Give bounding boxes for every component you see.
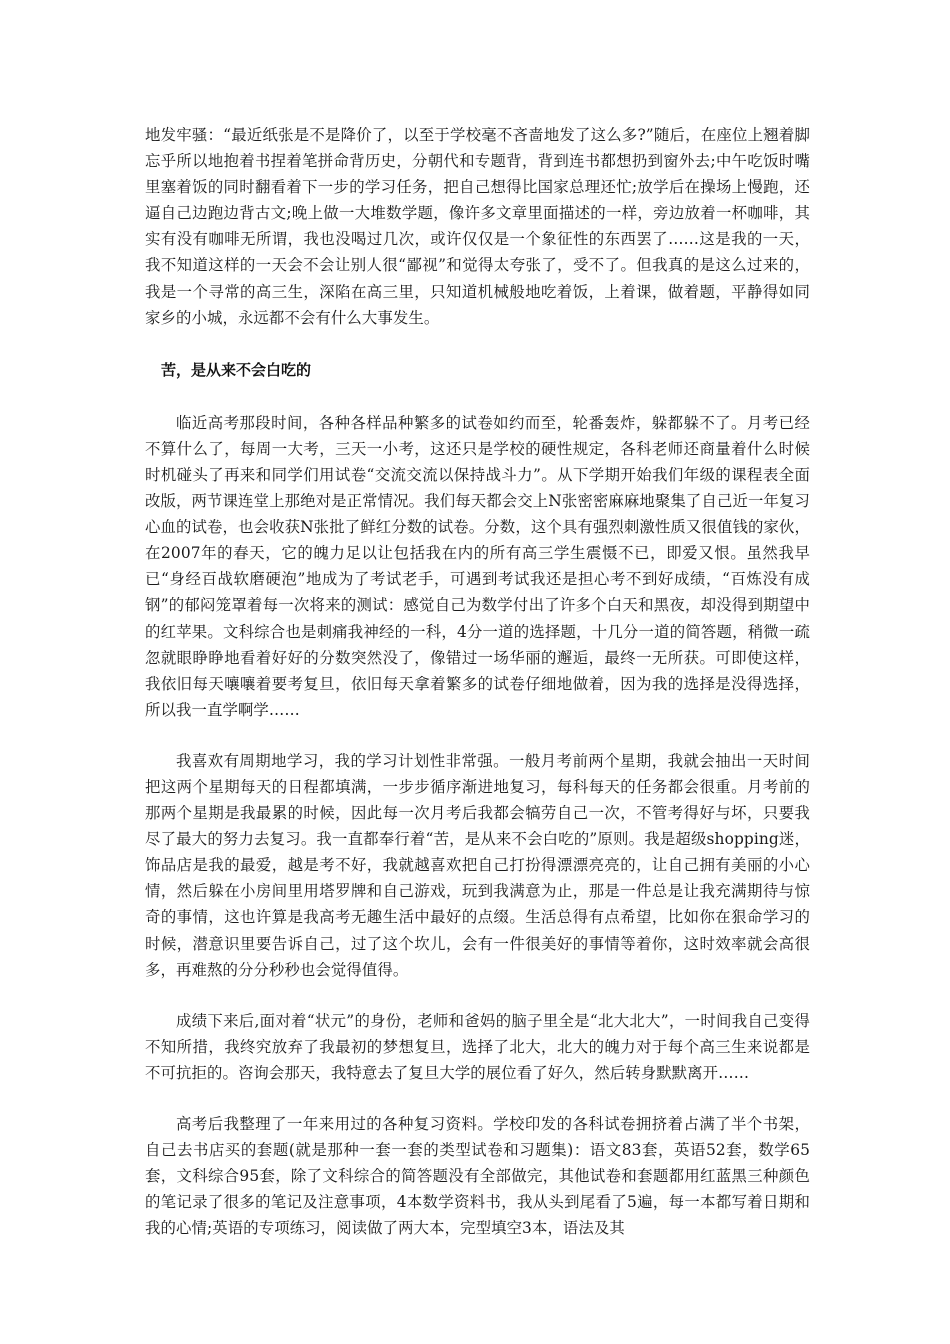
paragraph-daily-routine: 地发牢骚：“最近纸张是不是降价了，以至于学校毫不吝啬地发了这么多?”随后，在座位上翘着脚忘乎所以地抱着书捏着笔拼命背历史，分朝代和专题背，背到连书都想扔到窗外去;中午吃饭时嘴里塞着饭的同时翻看着下一步的学习任务，把自己想得比国家总理还忙;放学后在操场上慢跑，还逼自己边跑边背古文;晚上做一大堆数学题，像许多文章里面描述的一样，旁边放着一杯咖啡，其实有没有咖啡无所谓，我也没喝过几次，或许仅仅是一个象征性的东西罢了……这是我的一天，我不知道这样的一天会不会让别人很“鄙视”和觉得太夸张了，受不了。但我真的是这么过来的，我是一个寻常的高三生，深陷在高三里，只知道机械般地吃着饭，上着课，做着题，平静得如同家乡的小城，永远都不会有什么大事发生。 <box>145 126 810 327</box>
paragraph-university-choice: 成绩下来后,面对着“状元”的身份，老师和爸妈的脑子里全是“北大北大”，一时间我自己变得不知所措，我终究放弃了我最初的梦想复旦，选择了北大，北大的魄力对于每个高三生来说都是不可抗拒的。咨询会那天，我特意去了复旦大学的展位看了好久，然后转身默默离开…… <box>145 1011 810 1082</box>
document-body <box>145 122 810 1241</box>
section-heading: 苦，是从来不会白吃的 <box>161 360 312 379</box>
paragraph-study-plan: 我喜欢有周期地学习，我的学习计划性非常强。一般月考前两个星期，我就会抽出一天时间把这两个星期每天的日程都填满，一步步循序渐进地复习，每科每天的任务都会很重。月考前的那两个星期是我最累的时候，因此每一次月考后我都会犒劳自己一次，不管考得好与坏，只要我尽了最大的努力去复习。我一直都奉行着“苦，是从来不会白吃的”原则。我是超级shopping迷，饰品店是我的最爱，越是考不好，我就越喜欢把自己打扮得漂漂亮亮的，让自己拥有美丽的小心情，然后躲在小房间里用塔罗牌和自己游戏，玩到我满意为止，那是一件总是让我充满期待与惊奇的事情，这也许算是我高考无趣生活中最好的点缀。生活总得有点希望，比如你在狠命学习的时候，潜意识里要告诉自己，过了这个坎儿，会有一件很美好的事情等着你，这时效率就会高很多，再难熬的分分秒秒也会觉得值得。 <box>145 751 810 979</box>
paragraph-exam-pressure: 临近高考那段时间，各种各样品种繁多的试卷如约而至，轮番轰炸，躲都躲不了。月考已经不算什么了，每周一大考，三天一小考，这还只是学校的硬性规定，各科老师还商量着什么时候时机碰头了再来和同学们用试卷“交流交流以保持战斗力”。从下学期开始我们年级的课程表全面改版，两节课连堂上那绝对是正常情况。我们每天都会交上N张密密麻麻地聚集了自己近一年复习心血的试卷，也会收获N张批了鲜红分数的试卷。分数，这个具有强烈刺激性质又很值钱的家伙，在2007年的春天，它的魄力足以让包括我在内的所有高三学生震慑不已，即爱又恨。虽然我早已“身经百战软磨硬泡”地成为了考试老手，可遇到考试我还是担心考不到好成绩，“百炼没有成钢”的郁闷笼罩着每一次将来的测试：感觉自己为数学付出了许多个白天和黑夜，却没得到期望中的红苹果。文科综合也是刺痛我神经的一科，4分一道的选择题，十几分一道的简答题，稍微一疏忽就眼睁睁地看着好好的分数突然没了，像错过一场华丽的邂逅，最终一无所获。可即使这样，我依旧每天嚷嚷着要考复旦，依旧每天拿着繁多的试卷仔细地做着，因为我的选择是没得选择，所以我一直学啊学…… <box>145 413 810 719</box>
paragraph-review-materials: 高考后我整理了一年来用过的各种复习资料。学校印发的各科试卷拥挤着占满了半个书架，自己去书店买的套题(就是那种一套一套的类型试卷和习题集)：语文83套，英语52套，数学65套，文科综合95套，除了文科综合的简答题没有全部做完，其他试卷和套题都用红蓝黑三种颜色的笔记录了很多的笔记及注意事项，4本数学资料书，我从头到尾看了5遍，每一本都写着日期和我的心情;英语的专项练习，阅读做了两大本，完型填空3本，语法及其 <box>145 1115 810 1238</box>
